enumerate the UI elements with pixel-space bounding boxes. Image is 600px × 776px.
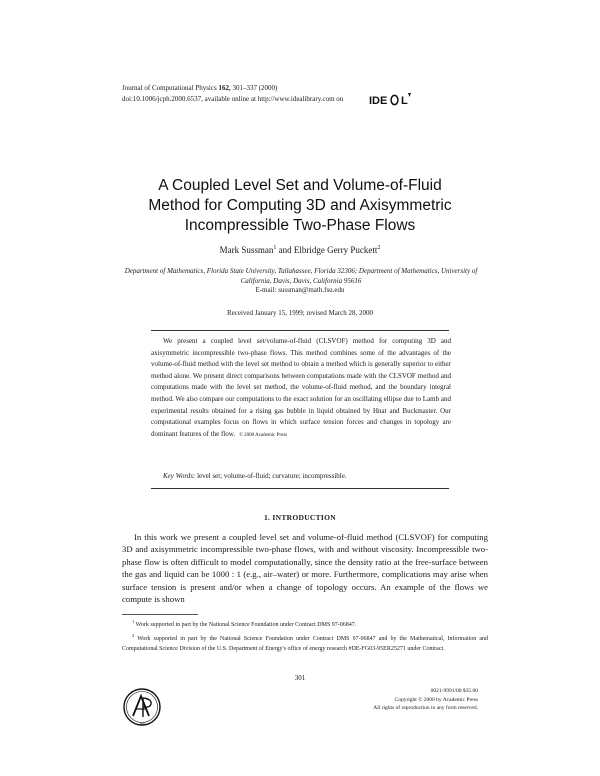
publisher-info: [330, 687, 478, 713]
journal-pages-year: 301–337 (2000): [232, 84, 278, 92]
citation-line: [122, 83, 482, 94]
footnote-1: [122, 618, 488, 629]
author-list: [100, 245, 500, 255]
title-line-3: Incompressible Two-Phase Flows: [184, 217, 416, 234]
author-2-footnote-mark: 2: [377, 245, 381, 251]
keywords-list: level set; volume-of-fluid; curvature; incompressible.: [197, 472, 347, 480]
author-conjunction: and: [278, 245, 292, 255]
footnote-rule: [122, 614, 198, 615]
author-1-footnote-mark: 1: [273, 245, 277, 251]
ideal-logo-text: IDE: [369, 95, 388, 107]
affiliation: Department of Mathematics, Florida State University, Tallahassee, Florida 32306; Department of Mathematics, University of California, Davis, Davis, California 95616: [124, 267, 478, 285]
publisher-copyright: Copyright © 2000 by Academic Press: [394, 696, 478, 703]
received-dates: Received January 15, 1999; revised March 28, 2000: [227, 309, 373, 317]
ideal-logo: [369, 91, 413, 109]
footnote-1-text: Work supported in part by the National Science Foundation under Contract DMS 97-06847.: [135, 622, 357, 628]
keywords-label: Key Words:: [163, 472, 196, 480]
contact-email: E-mail: sussman@math.fsu.edu: [255, 286, 345, 294]
footnote-2: [122, 631, 488, 655]
introduction-paragraph: In this work we present a coupled level set and volume-of-fluid method (CLSVOF) for computing 3D and axisymmetric incompressible two-phase flows, with and without viscosity. Incompressible two-phase flow is often difficult to model computationally, since the density ratio at the free-surface between the gas and liquid can be 1000 : 1 (e.g., air–water) or more. Furthermore, complications may arise when surface tension is present and/or when a change of topology occurs. An example of the flows we compute is shown: [122, 532, 488, 605]
author-2: Elbridge Gerry Puckett: [293, 245, 378, 255]
footnote-1-mark: 1: [132, 619, 135, 624]
rights-statement: All rights of reproduction in any form reserved.: [373, 705, 478, 712]
paper-title: [100, 176, 500, 236]
footnote-2-mark: 2: [132, 633, 135, 638]
abstract-bottom-rule: [151, 488, 449, 489]
ideal-logo-icon: [369, 91, 413, 109]
author-1: Mark Sussman: [219, 245, 274, 255]
footnote-2-text: Work supported in part by the National Science Foundation under Contract DMS 97-06847 and by the Mathematical, Information and Computational Science Division of the U.S. Department of Energy's office of energy research #DE-FG03-95ER25271 under Contract.: [122, 636, 488, 652]
academic-press-logo-icon: [122, 687, 162, 727]
journal-header: [122, 83, 482, 105]
title-line-2: Method for Computing 3D and Axisymmetric: [148, 197, 452, 214]
page-number: 301: [294, 674, 306, 682]
abstract: [151, 336, 451, 441]
academic-press-logo: [122, 687, 162, 727]
doi-line: doi:10.1006/jcph.2000.6537, available online at http://www.idealibrary.com on: [122, 95, 344, 103]
title-line-1: A Coupled Level Set and Volume-of-Fluid: [158, 177, 442, 194]
journal-name: Journal of Computational Physics: [122, 84, 217, 92]
abstract-text: We present a coupled level set/volume-of-fluid (CLSVOF) method for computing 3D and axisymmetric incompressible two-phase flows. This method combines some of the advantages of the volume-of-fluid method with the level set method to obtain a method which is generally superior to either method alone. We present direct comparisons between computations made with the CLSVOF method and computations made with the level set method, the volume-of-fluid method, and the boundary integral method. We also compare our computations to the exact solution for an oscillating ellipse due to Lamb and experimental results obtained for a rising gas bubble in liquid obtained by Hnat and Buckmaster. Our computational examples focus on flows in which surface tension forces and changes in topology are dominant features of the flow.: [151, 337, 451, 438]
keywords: [163, 472, 453, 480]
issn-price: 0021-9991/00 $35.00: [430, 688, 478, 694]
section-heading: 1. INTRODUCTION: [263, 513, 336, 522]
academic-press-logo-text: AP: [139, 721, 145, 726]
ideal-logo-mark: L: [401, 95, 408, 107]
abstract-top-rule: [151, 330, 449, 331]
journal-volume: 162,: [218, 84, 231, 92]
abstract-copyright: © 2000 Academic Press: [239, 432, 288, 438]
